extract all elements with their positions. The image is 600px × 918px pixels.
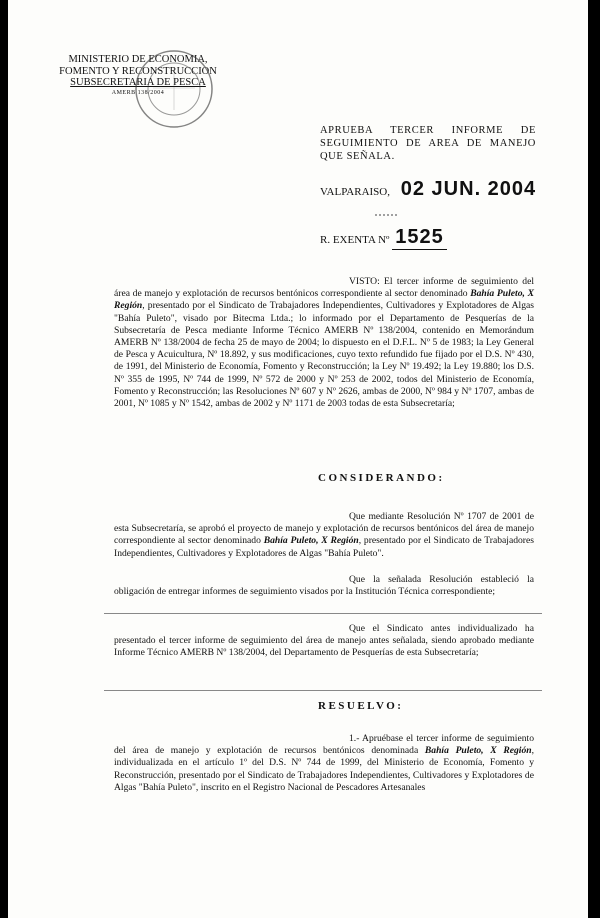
resolution-label: R. EXENTA Nº [320, 234, 390, 246]
place: VALPARAISO, [320, 186, 390, 198]
resuelvo-1-emphasis: Bahía Puleto, X Región [424, 745, 532, 757]
subject-line: APRUEBA TERCER INFORME DE SEGUIMIENTO DE AREA DE MANEJO QUE SEÑALA. [320, 125, 536, 162]
reference-code: AMERB 138/2004 [111, 89, 165, 96]
resuelvo-heading: RESUELVO: [318, 700, 404, 712]
ministry-line-1: MINISTERIO DE ECONOMIA, [68, 54, 208, 65]
ministry-seal-stamp [133, 48, 215, 130]
considerando-heading: CONSIDERANDO: [318, 472, 445, 484]
visto-emphasis: Bahía Puleto, X Región [114, 288, 534, 312]
document-page [8, 0, 588, 918]
considerando-1-emphasis: Bahía Puleto, X Región [263, 535, 359, 547]
visto-paragraph [114, 276, 534, 410]
number-stamp-mark [375, 213, 397, 217]
considerando-1-rest: , presentado por el Sindicato de Trabajadores Independientes, Cultivadores y Explotadores de Algas "Bahía Puleto". [114, 535, 534, 559]
resuelvo-1-text: 1.- Apruébase el tercer informe de seguimiento del área de manejo y explotación de recursos bentónicos denominada [114, 733, 534, 757]
visto-text-rest: , presentado por el Sindicato de Trabajadores Independientes, Cultivadores y Explotadores de Algas "Bahía Puleto", visado por Bitecma Ltda.; lo informado por el Departamento de Pesquerías de la Subsecretaría de Pesca mediante Informe Técnico AMERB Nº 138/2004, contenido en Memorándum AMERB Nº 138/2004 de fecha 25 de mayo de 2004; lo dispuesto en el D.F.L. Nº 5 de 1983; la Ley General de Pesca y Acuicultura, Nº 18.892, y sus modificaciones, cuyo texto refundido fue fijado por el D.S. Nº 430, de 1991, del Ministerio de Economía, Fomento y Reconstrucción; la Ley Nº 19.492; la Ley 19.880; los D.S. Nº 355 de 1995, Nº 744 de 1999, Nº 572 de 2000 y Nº 253 de 2002, todos del Ministerio de Economía, Fomento y Reconstrucción; las Resoluciones Nº 607 y Nº 2626, ambas de 2000, Nº 984 y Nº 1707, ambas de 2001, Nº 1085 y Nº 1542, ambas de 2002 y Nº 1171 de 2003 todas de esta Subsecretaría; [114, 300, 534, 410]
resolution-number [320, 226, 447, 250]
considerando-3: Que el Sindicato antes individualizado ha presentado el tercer informe de seguimiento del área de manejo antes señalada, siendo aprobado mediante Informe Técnico AMERB Nº 138/2004, del Departamento de Pesquerías de esta Subsecretaría; [114, 623, 534, 659]
divider-line [104, 613, 542, 614]
visto-text: VISTO: El tercer informe de seguimiento del área de manejo y explotación de recursos bentónicos correspondiente al sector denominado [114, 276, 534, 300]
considerando-1 [114, 511, 534, 560]
divider-line [104, 690, 542, 691]
considerando-1-text: Que mediante Resolución Nº 1707 de 2001 de esta Subsecretaría, se aprobó el proyecto de manejo y explotación de recursos bentónicos del área de manejo correspondiente al sector denominado [114, 511, 534, 547]
ministry-line-3: SUBSECRETARIA DE PESCA [70, 77, 206, 88]
resuelvo-1 [114, 733, 534, 794]
resuelvo-1-rest: , individualizada en el artículo 1º del D.S. Nº 744 de 1999, del Ministerio de Economía, Fomento y Reconstrucción, presentado por el Sindicato de Trabajadores Independientes, Cultivadores y Explotadores de Algas "Bahía Puleto", inscrito en el Registro Nacional de Pescadores Artesanales [114, 745, 534, 793]
resolution-number-value: 1525 [392, 226, 447, 250]
date-stamp: 02 JUN. 2004 [400, 178, 537, 200]
place-date [320, 178, 536, 201]
ministry-line-2: FOMENTO Y RECONSTRUCCION [59, 65, 217, 77]
considerando-2: Que la señalada Resolución estableció la obligación de entregar informes de seguimiento visados por la Institución Técnica correspondiente; [114, 574, 534, 598]
